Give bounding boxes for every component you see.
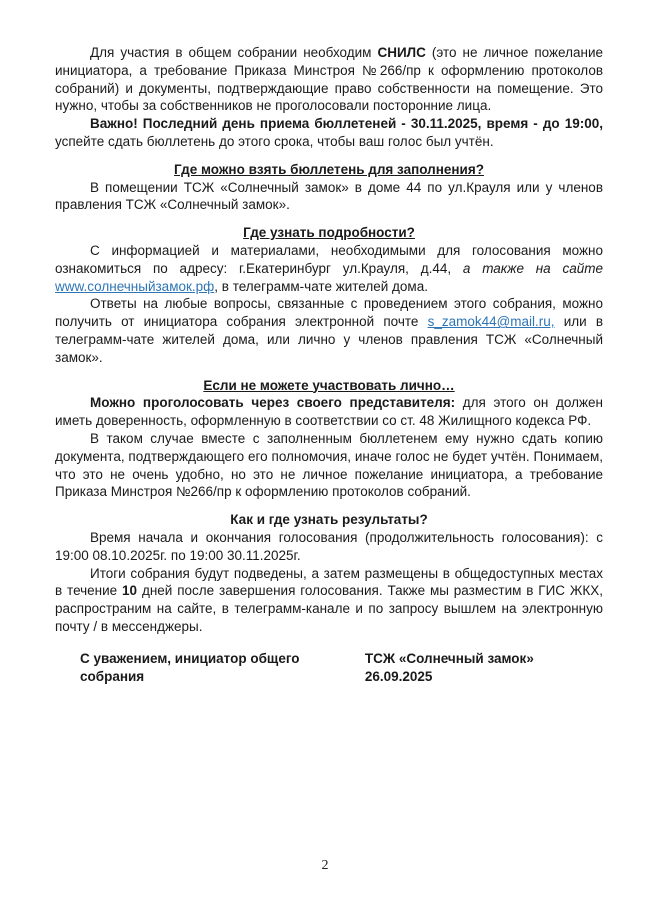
text-run-bold: Можно проголосовать через своего представителя: [90,395,456,411]
heading-results: Как и где узнать результаты? [230,512,428,528]
paragraph-proxy-vote [55,394,603,430]
text-run-bold: Важно! Последний день приема бюллетеней - 30.11.2025, время - до 19:00, [90,116,603,132]
text-run-italic: а также на сайте [462,260,603,276]
text-run: С информацией и материалами, необходимыми для голосования можно ознакомиться по адресу: г.Екатеринбург ул.Крауля, д.44, [55,242,603,276]
paragraph-snils [55,44,603,115]
heading-details: Где узнать подробности? [243,225,415,241]
paragraph-important-deadline [55,115,603,151]
paragraph-where-get-ballot: В помещении ТСЖ «Солнечный замок» в доме 44 по ул.Крауля или у членов правления ТСЖ «Солнечный замок». [55,179,603,213]
text-run: Ответы на любые вопросы, связанные с проведением этого собрания, можно получить от инициатора собрания электронной почте [55,296,603,330]
text-run: или в телеграмм-чате жителей дома, или лично у членов правления ТСЖ «Солнечный замок». [55,314,603,365]
heading-where-get-ballot: Где можно взять бюллетень для заполнения? [174,161,484,177]
paragraph-proxy-documents: В таком случае вместе с заполненным бюллетенем ему нужно сдать копию документа, подтверждающего его полномочия, иначе голос не будет учтён. Понимаем, что это не очень удобно, но это не личное пожелание инициатора, а требование Приказа Минстроя №266/пр к оформлению протоколов собраний. [55,430,603,500]
paragraph-details [55,242,603,295]
signature-organization-date: ТСЖ «Солнечный замок» 26.09.2025 [364,650,534,684]
text-run: , в телеграмм-чате жителей дома. [214,278,428,294]
text-run-bold: СНИЛС [377,45,426,60]
text-run: Для участия в общем собрании необходим [90,45,378,60]
text-run: дней после завершения голосования. Также мы разместим в ГИС ЖКХ, распространим на сайте, в телеграмм-канале и по запросу вышлем на электронную почту / в мессенджеры. [55,583,603,634]
text-run: для этого он должен иметь доверенность, оформленную в соответствии со ст. 48 Жилищного кодекса РФ. [55,395,603,429]
text-run: Итоги собрания будут подведены, а затем размещены в общедоступных местах в течение [55,565,603,599]
heading-cannot-participate: Если не можете участвовать лично… [203,377,455,393]
signature-row [55,650,603,686]
paragraph-voting-period: Время начала и окончания голосования (продолжительность голосования): с 19:00 08.10.2025г. по 19:00 30.11.2025г. [55,529,603,563]
paragraph-results-publication [55,565,603,636]
paragraph-answers [55,295,603,366]
link-email[interactable]: s_zamok44@mail.ru, [427,314,555,330]
text-run-bold: 10 [122,583,138,599]
page-number: 2 [321,858,329,873]
text-run: (это не личное пожелание инициатора, а требование Приказа Минстроя №266/пр к оформлению протоколов собраний) и документы, подтверждающие право собственности на помещение. Это нужно, чтобы за собственников не проголосовали посторонние лица. [55,45,603,114]
link-website[interactable]: www.солнечныйзамок.рф [55,278,215,294]
signature-initiator: С уважением, инициатор общего собрания [80,650,300,684]
text-run: успейте сдать бюллетень до этого срока, чтобы ваш голос был учтён. [55,133,494,149]
